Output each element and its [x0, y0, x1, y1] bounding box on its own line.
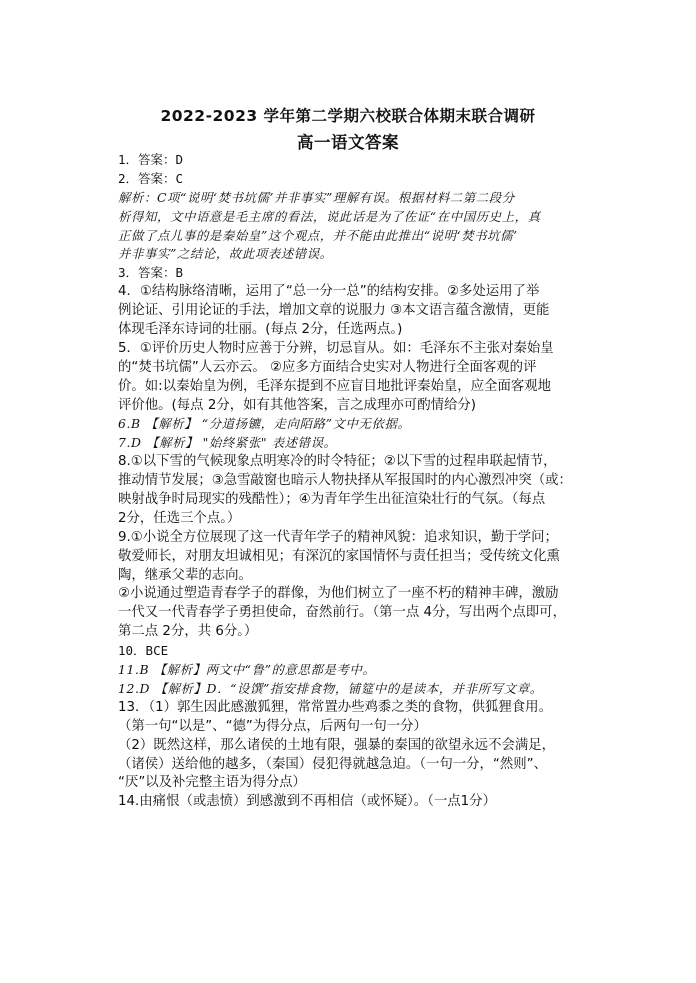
- answer-body: [118, 151, 588, 812]
- answer-line: 2分，任选三个点。）: [118, 510, 241, 526]
- answer-line: 体现毛泽东诗词的壮丽。(每点 2分，任选两点。): [118, 322, 403, 338]
- answer-line: （2）既然这样，那么诸侯的土地有限，强暴的秦国的欲望永远不会满足，: [118, 737, 556, 753]
- answer-line: 10．BCE: [118, 643, 169, 659]
- answer-line: 9.①小说全方位展现了这一代青年学子的精神风貌：追求知识，勤于学问；: [118, 529, 558, 545]
- answer-line: 例论证、引用论证的手法，增加文章的说服力 ③本文语言蕴含激情，更能: [118, 303, 550, 319]
- answer-line: 2．答案：C: [118, 170, 184, 186]
- answer-line: 1．答案：D: [118, 152, 184, 167]
- document-subtitle: 高一语文答案: [297, 133, 399, 152]
- answer-line: 正做了点儿事的是秦始皇”这个观点，并不能由此推出“说明‘焚书坑儒’: [118, 227, 518, 243]
- answer-line: 映射战争时局现实的残酷性）；④为青年学生出征渲染壮行的气氛。（每点: [118, 492, 546, 508]
- answer-line: 敬爱师长，对朋友坦诚相见；有深沉的家国情怀与责任担当；受传统文化熏: [118, 548, 560, 564]
- answer-line: 的“焚书坑儒”人云亦云。 ②应多方面结合史实对人物进行全面客观的评: [118, 359, 537, 375]
- answer-line: 解析：C项“说明‘焚书坑儒’并非事实”理解有误。根据材料二第二段分: [118, 189, 515, 205]
- answer-line: 析得知，文中语意是毛主席的看法，说此话是为了佐证“在中国历史上，真: [118, 208, 541, 224]
- answer-line: （诸侯）送给他的越多，（秦国）侵犯得就越急迫。（一句一分，“然则”、: [118, 756, 547, 772]
- answer-line: 6.B 【解析】 “分道扬镳，走向陌路”文中无依据。: [118, 416, 411, 432]
- answer-line: 8.①以下雪的气候现象点明寒冷的时令特征；②以下雪的过程串联起情节，: [118, 454, 557, 470]
- answer-line: 5．①评价历史人物时应善于分辨，切忌盲从。如：毛泽东不主张对秦始皇: [118, 340, 554, 356]
- answer-line: 陶，继承父辈的志向。: [118, 567, 252, 583]
- answer-line: 7.D 【解析】 "始终紧张" 表述错误。: [118, 435, 337, 451]
- answer-line: 评价他。(每点 2分，如有其他答案，言之成理亦可酌情给分): [118, 397, 476, 413]
- document-title: 2022-2023 学年第二学期六校联合体期末联合调研: [160, 107, 536, 125]
- answer-line: 13．（1）郭生因此感激狐狸，常常置办些鸡黍之类的食物，供狐狸食用。: [118, 699, 552, 715]
- answer-line: 3．答案：B: [118, 265, 184, 281]
- answer-line: 一代又一代青春学子勇担使命，奋然前行。（第一点 4分，写出两个点即可，: [118, 605, 566, 621]
- answer-line: （第一句“以是”、“德”为得分点，后两句一句一分）: [118, 718, 427, 734]
- answer-line: 推动情节发展；③急雪敲窗也暗示人物抉择从军报国时的内心激烈冲突（或：: [118, 473, 572, 489]
- answer-line: 14.由痛恨（或恚愤）到感激到不再相信（或怀疑）。（一点1分）: [118, 794, 496, 810]
- answer-line: 11.B 【解析】两文中“鲁”的意思都是考中。: [118, 662, 376, 678]
- answer-line: 并非事实”之结论，故此项表述错误。: [118, 246, 333, 262]
- answer-line: 12.D 【解析】D．“设馔”指安排食物，铺筵中的是读本，并非所写文章。: [118, 680, 543, 696]
- answer-line: “厌”以及补完整主语为得分点）: [118, 775, 306, 791]
- answer-line: 4．①结构脉络清晰，运用了“总一分一总”的结构安排。②多处运用了举: [118, 284, 540, 300]
- answer-line: ②小说通过塑造青春学子的群像，为他们树立了一座不朽的精神丰碑，激励: [118, 586, 559, 602]
- answer-line: 价。如:以秦始皇为例，毛泽东提到不应盲目地批评秦始皇，应全面客观地: [118, 378, 552, 394]
- answer-line: 第二点 2分，共 6分。）: [118, 624, 258, 640]
